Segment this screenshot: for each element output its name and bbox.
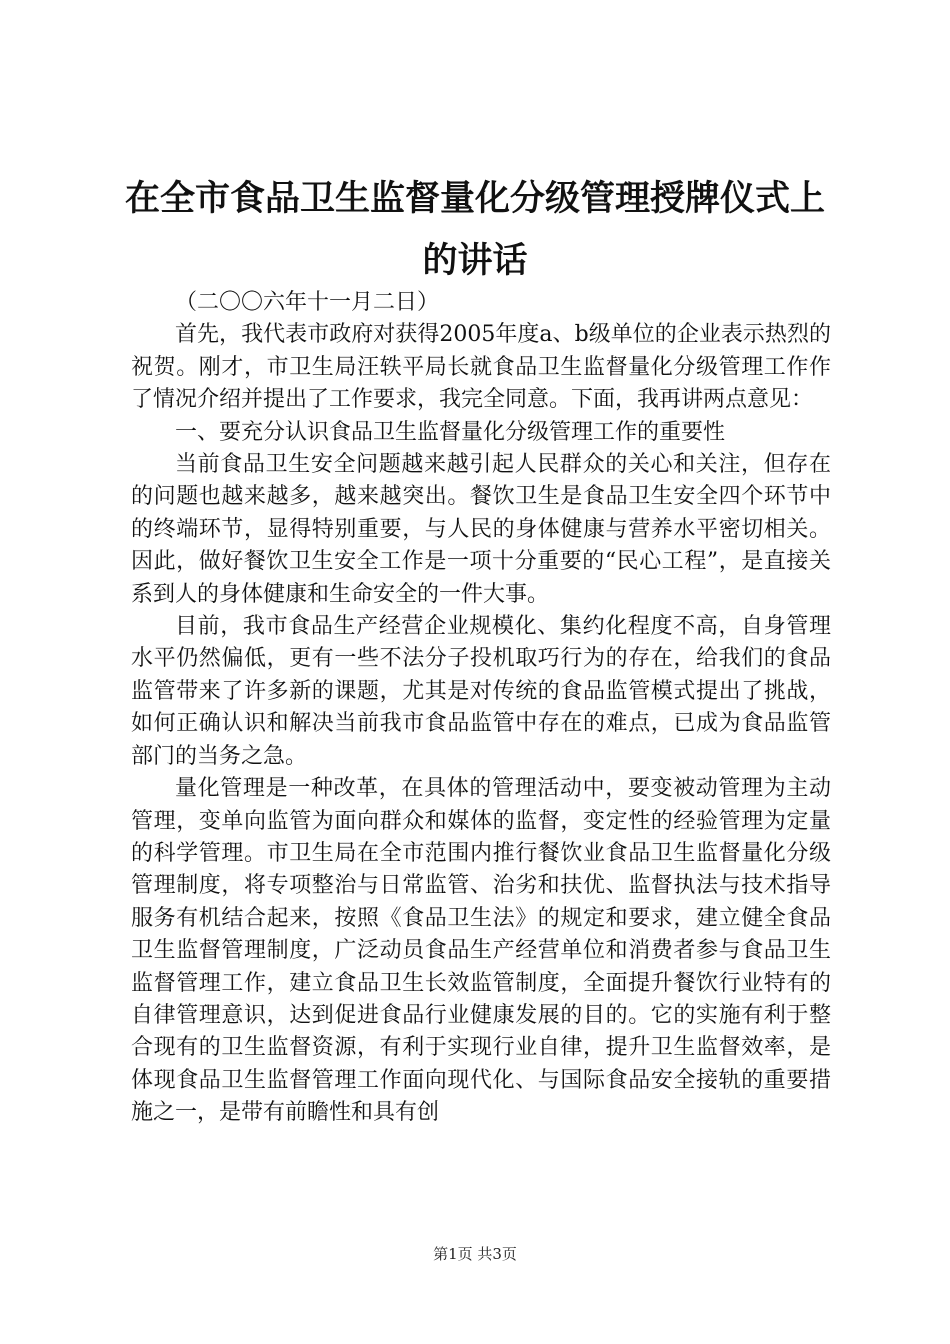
- paragraph-food-safety: 当前食品卫生安全问题越来越引起人民群众的关心和关注，但存在的问题也越来越多，越来越突出。餐饮卫生是食品卫生安全四个环节中的终端环节，显得特别重要，与人民的身体健康与营养水平密切相关。因此，做好餐饮卫生安全工作是一项十分重要的“民心工程”，是直接关系到人的身体健康和生命安全的一件大事。: [131, 452, 831, 607]
- paragraph-quantified-management: 量化管理是一种改革，在具体的管理活动中，要变被动管理为主动管理，变单向监管为面向群众和媒体的监督，变定性的经验管理为定量的科学管理。市卫生局在全市范围内推行餐饮业食品卫生监督量化分级管理制度，将专项整治与日常监管、治劣和扶优、监督执法与技术指导服务有机结合起来，按照《食品卫生法》的规定和要求，建立健全食品卫生监督管理制度，广泛动员食品生产经营单位和消费者参与食品卫生监督管理工作，建立食品卫生长效监管制度，全面提升餐饮行业特有的自律管理意识，达到促进食品行业健康发展的目的。它的实施有利于整合现有的卫生监督资源，有利于实现行业自律，提升卫生监督效率，是体现食品卫生监督管理工作面向现代化、与国际食品安全接轨的重要措施之一，是带有前瞻性和具有创: [131, 776, 831, 1126]
- section-heading-1: 一、要充分认识食品卫生监督量化分级管理工作的重要性: [175, 419, 726, 445]
- paragraph-opening: 首先，我代表市政府对获得2005年度a、b级单位的企业表示热烈的祝贺。刚才，市卫生局汪轶平局长就食品卫生监督量化分级管理工作作了情况介绍并提出了工作要求，我完全同意。下面，我再讲两点意见：: [131, 322, 831, 413]
- paragraph-current-situation: 目前，我市食品生产经营企业规模化、集约化程度不高，自身管理水平仍然偏低，更有一些不法分子投机取巧行为的存在，给我们的食品监管带来了许多新的课题，尤其是对传统的食品监管模式提出了挑战，如何正确认识和解决当前我市食品监管中存在的难点，已成为食品监管部门的当务之急。: [131, 614, 831, 769]
- document-title-line-2: 的讲话: [422, 241, 528, 281]
- document-body: [131, 287, 831, 1130]
- speech-date: （二〇〇六年十一月二日）: [175, 290, 440, 315]
- document-title: [100, 168, 850, 292]
- page-number-footer: 第1页 共3页: [433, 1245, 517, 1263]
- document-title-line-1: 在全市食品卫生监督量化分级管理授牌仪式上: [124, 179, 825, 219]
